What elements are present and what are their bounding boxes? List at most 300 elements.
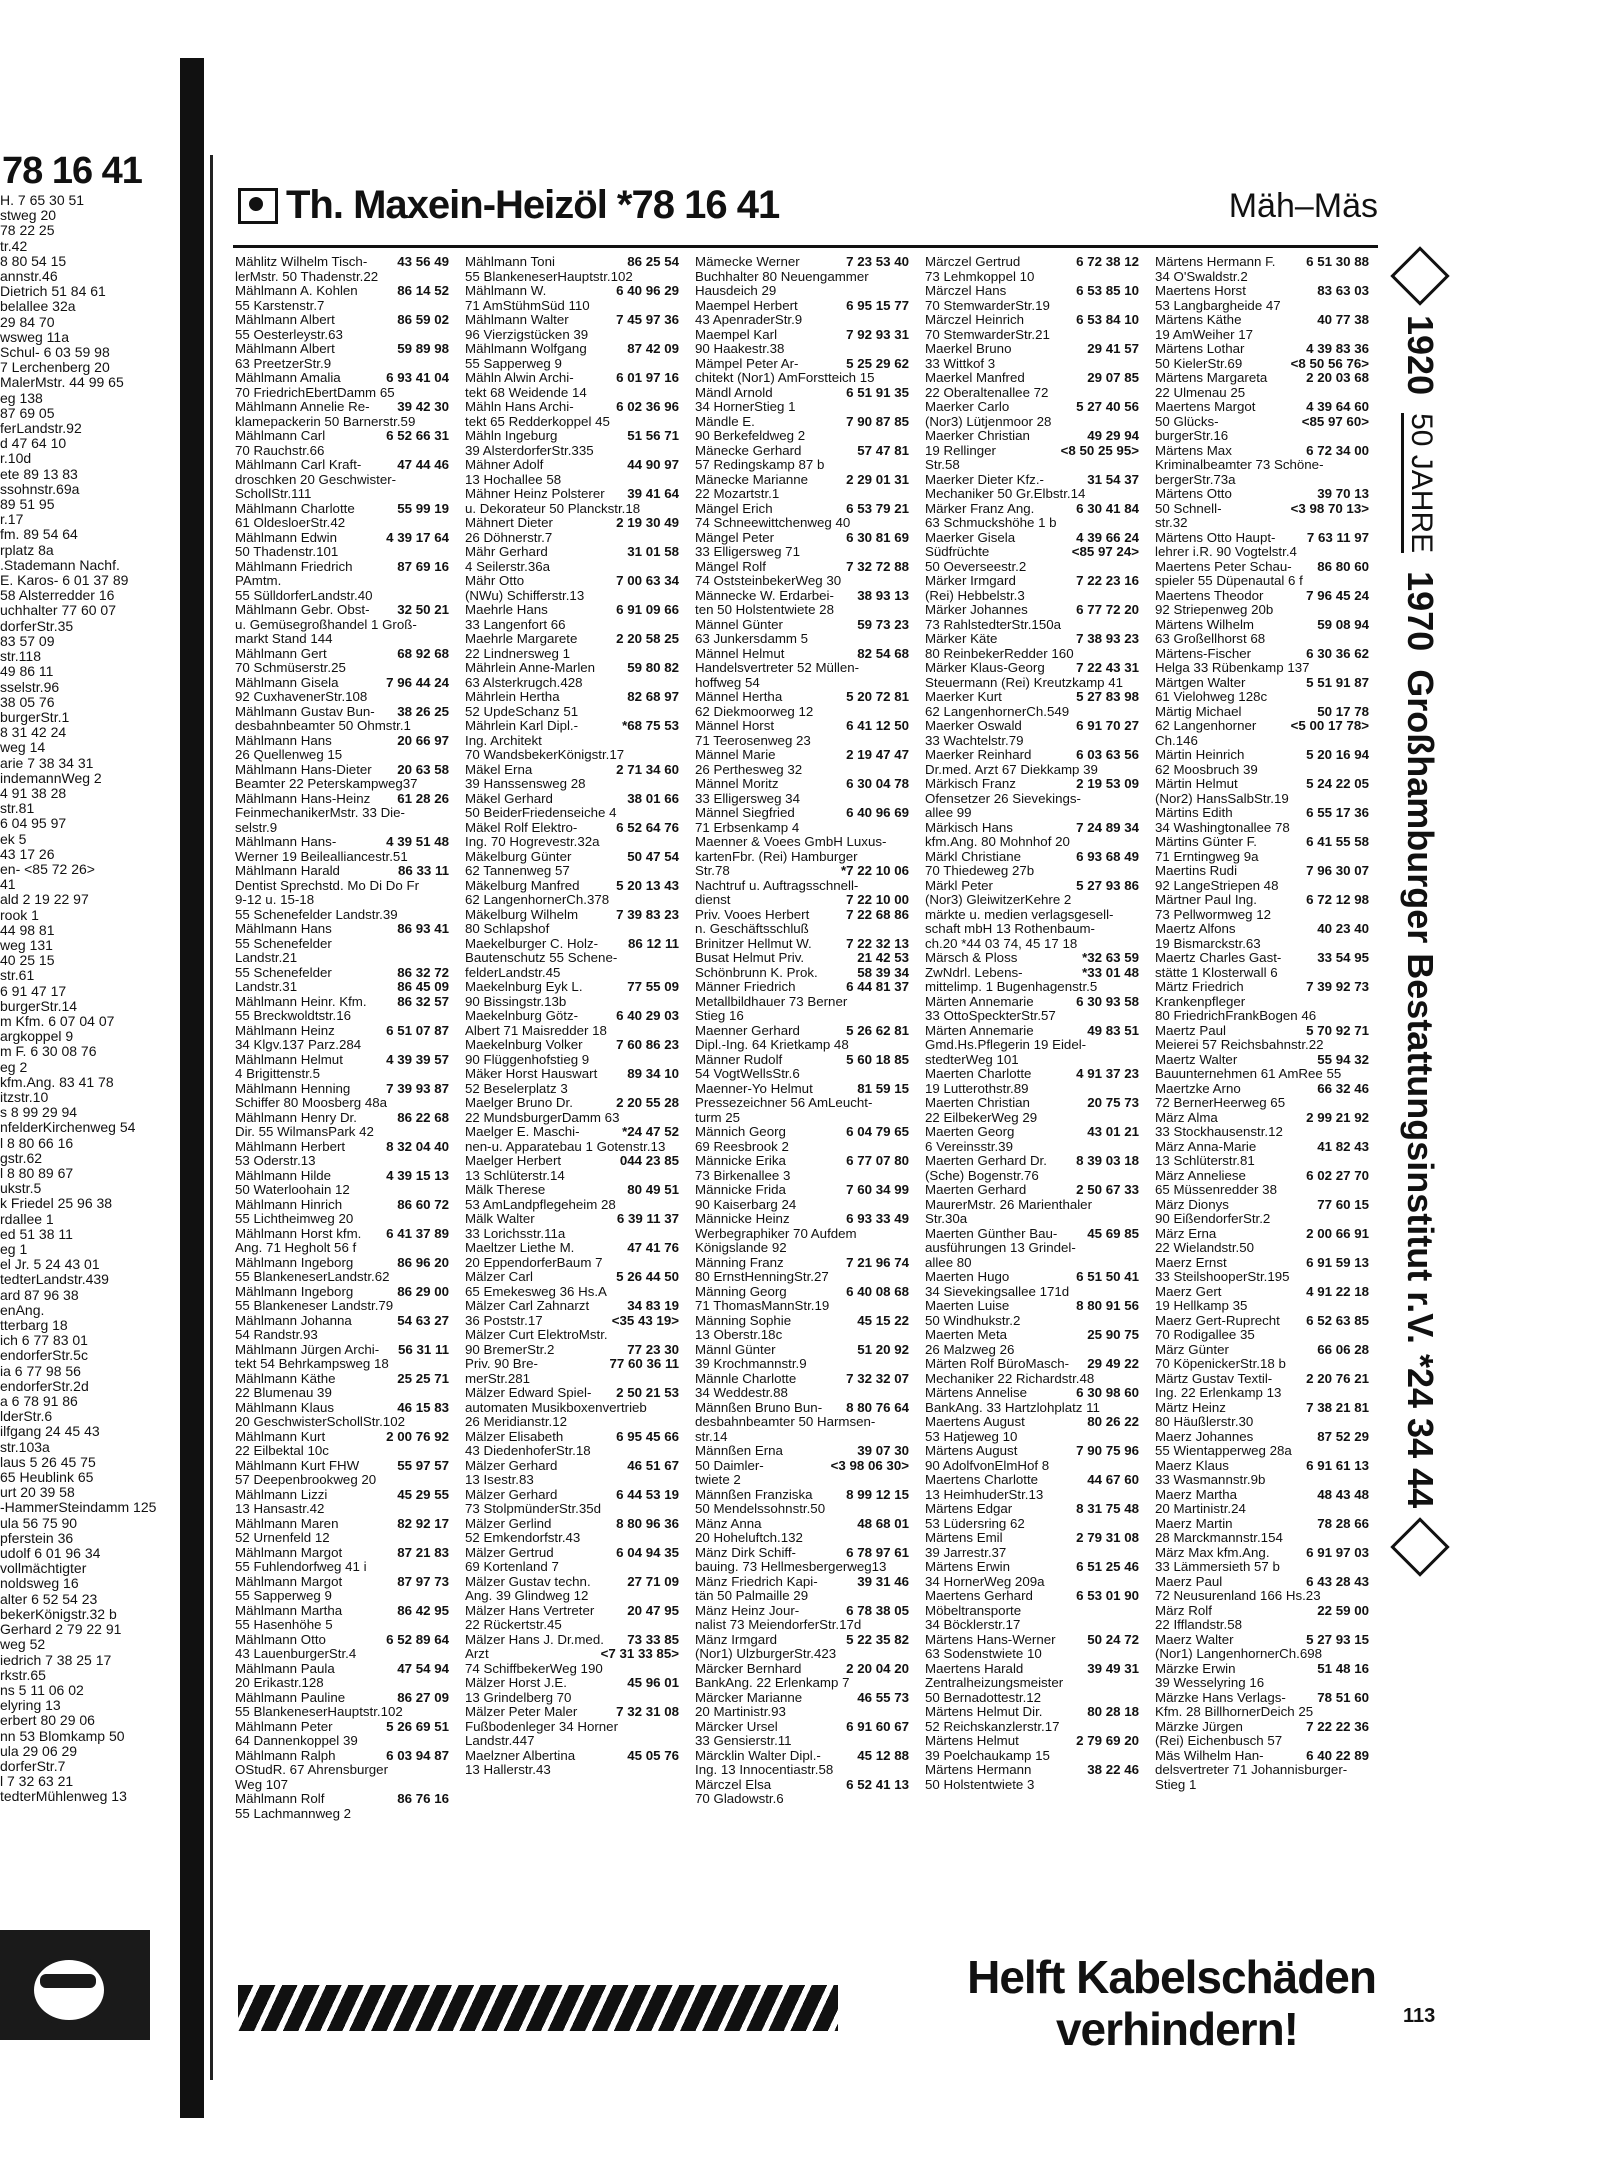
directory-entry-line: [925, 1386, 1139, 1401]
directory-entry-line: [235, 1401, 449, 1416]
entry-text: Mählmann Walter: [465, 313, 569, 327]
entry-text: Mählmann Gert: [235, 646, 327, 661]
entry-text: Maertens Horst: [1155, 284, 1246, 298]
phone-number: 51 48 16: [1317, 1661, 1369, 1676]
phone-number: <8 50 25 95>: [1060, 443, 1139, 458]
listing-fragment: endorferStr.2d: [0, 1377, 89, 1394]
phone-number: [1136, 705, 1139, 720]
directory-entry-line: [1155, 922, 1369, 937]
directory-entry-line: [465, 284, 679, 299]
phone-number: 6 52 63 85: [1306, 1313, 1369, 1328]
entry-text: Maelger E. Maschi-: [465, 1125, 580, 1139]
entry-text: Märtens Lothar: [1155, 342, 1245, 356]
directory-entry-line: [1155, 1575, 1369, 1590]
phone-number: [676, 1444, 679, 1459]
entry-text: burgerStr.16: [1155, 429, 1229, 443]
phone-number: 6 03 94 87: [386, 1748, 449, 1763]
listing-fragment: gstr.62: [0, 1149, 43, 1166]
directory-entry-line: [695, 719, 909, 734]
phone-number: [676, 922, 679, 937]
phone-number: 86 22 68: [397, 1110, 449, 1125]
directory-entry-line: [925, 1676, 1139, 1691]
directory-entry-line: [235, 1067, 449, 1082]
phone-number: 6 51 91 35: [846, 385, 909, 400]
directory-entry-line: [465, 1430, 679, 1445]
entry-text: markt Stand 144: [235, 632, 333, 646]
phone-number: [1136, 806, 1139, 821]
directory-entry-line: [1155, 531, 1369, 546]
phone-number: [1366, 908, 1369, 923]
phone-number: 6 30 36 62: [1306, 646, 1369, 661]
entry-text: Mährlein Anne-Marlen: [465, 661, 596, 675]
entry-text: Mählmann Ralph: [235, 1748, 336, 1763]
directory-entry-line: [1155, 1691, 1369, 1706]
entry-text: Männle Charlotte: [695, 1371, 797, 1386]
entry-text: März Erna: [1155, 1226, 1217, 1241]
directory-entry-line: [465, 1401, 679, 1416]
entry-text: März Rolf: [1155, 1603, 1212, 1618]
entry-text: Werbegraphiker 70 Aufdem: [695, 1226, 857, 1241]
entry-text: Maekelnburg Eyk L.: [465, 980, 583, 994]
directory-entry-line: [235, 589, 449, 604]
phone-number: [1136, 1546, 1139, 1561]
phone-number: 78 28 66: [1317, 1516, 1369, 1531]
directory-entry-line: [1155, 966, 1369, 981]
phone-number: 48 68 01: [857, 1516, 909, 1531]
directory-entry-line: [235, 1343, 449, 1358]
directory-entry-line: [1155, 1241, 1369, 1256]
entry-text: str.32: [1155, 516, 1188, 530]
phone-number: [446, 748, 449, 763]
entry-text: 73 Lehmkoppel 10: [925, 269, 1035, 284]
entry-text: 26 Quellenweg 15: [235, 748, 343, 762]
directory-entry-line: [235, 763, 449, 778]
entry-text: 9-12 u. 15-18: [235, 893, 315, 907]
phone-number: [676, 1024, 679, 1039]
entry-text: Maerz Martha: [1155, 1487, 1238, 1502]
directory-entry-line: [925, 444, 1139, 459]
directory-entry-line: [695, 1415, 909, 1430]
phone-number: [1366, 661, 1369, 676]
entry-text: 4 Brigittenstr.5: [235, 1067, 320, 1081]
entry-text: Mälk Walter: [465, 1212, 535, 1226]
phone-number: 34 83 19: [627, 1299, 679, 1313]
directory-entry-line: [465, 1546, 679, 1561]
entry-text: 34 Sievekingsallee 171d: [925, 1284, 1070, 1299]
phone-number: 6 40 08 68: [846, 1284, 909, 1299]
entry-text: delsvertreter 71 Johannisburger-: [1155, 1763, 1348, 1777]
phone-number: [1136, 676, 1139, 691]
listing-fragment: 87 69 05: [0, 404, 55, 421]
listing-fragment: tedterLandstr.439: [0, 1271, 109, 1288]
phone-number: 6 51 25 46: [1076, 1560, 1139, 1574]
phone-number: 86 27 09: [397, 1690, 449, 1705]
directory-entry-line: [695, 835, 909, 850]
phone-number: [676, 386, 679, 401]
entry-text: lerMstr. 50 Thadenstr.22: [235, 269, 379, 284]
phone-number: 6 51 07 87: [386, 1023, 449, 1038]
entry-text: Märcker Bernhard: [695, 1661, 802, 1676]
listing-fragment: el Jr. 5 24 43 01: [0, 1256, 100, 1273]
directory-entry-line: [925, 1372, 1139, 1387]
directory-entry-line: [235, 386, 449, 401]
phone-number: 47 44 46: [397, 458, 449, 472]
phone-number: [1136, 1575, 1139, 1590]
entry-text: chitekt (Nor1) AmForstteich 15: [695, 371, 875, 385]
directory-entry-line: [235, 1328, 449, 1343]
phone-number: [676, 1589, 679, 1604]
directory-entry-line: [465, 1024, 679, 1039]
entry-text: Bautenschutz 55 Schene-: [465, 951, 618, 965]
entry-text: Mälzer Peter Maler: [465, 1705, 578, 1719]
directory-entry-line: [465, 835, 679, 850]
phone-number: 6 91 61 13: [1306, 1458, 1369, 1473]
phone-number: 45 69 85: [1087, 1226, 1139, 1241]
entry-text: Maerkel Bruno: [925, 342, 1012, 356]
phone-number: [906, 400, 909, 415]
entry-text: Mählmann Kurt: [235, 1429, 326, 1444]
directory-entry-line: [235, 1720, 449, 1735]
listing-fragment: bekerKönigstr.32 b: [0, 1605, 117, 1622]
phone-number: 86 25 54: [627, 255, 679, 269]
entry-text: 22 Eilbektal 10c: [235, 1444, 329, 1458]
directory-entry-line: [1155, 1227, 1369, 1242]
phone-number: 31 01 58: [627, 545, 679, 559]
directory-entry-line: [925, 1343, 1139, 1358]
entry-text: Mählmann Hinrich: [235, 1197, 343, 1212]
phone-number: [446, 1328, 449, 1343]
directory-entry-line: [695, 1720, 909, 1735]
directory-entry-line: [925, 1285, 1139, 1300]
phone-number: [1366, 1647, 1369, 1662]
entry-text: Maekelnburg Volker: [465, 1038, 583, 1052]
directory-entry-line: [695, 603, 909, 618]
directory-entry-line: [695, 1531, 909, 1546]
directory-entry-line: [925, 560, 1139, 575]
entry-text: 80 Schlapshof: [465, 922, 550, 936]
entry-text: nalist 73 MeiendorferStr.17d: [695, 1618, 862, 1632]
phone-number: [906, 342, 909, 357]
directory-entry-line: [925, 386, 1139, 401]
phone-number: [1366, 1444, 1369, 1459]
entry-text: Märtins Günter F.: [1155, 835, 1257, 849]
directory-entry-line: [925, 1096, 1139, 1111]
entry-text: Mählmann Horst kfm.: [235, 1226, 362, 1241]
entry-text: 50 Waterloohain 12: [235, 1183, 350, 1197]
directory-entry-line: [235, 1444, 449, 1459]
phone-number: [1136, 1604, 1139, 1619]
entry-text: Maerten Gerhard Dr.: [925, 1154, 1047, 1168]
directory-entry-line: [1155, 951, 1369, 966]
phone-number: [906, 1531, 909, 1546]
directory-entry-line: [1155, 270, 1369, 285]
phone-number: <35 43 19>: [611, 1313, 679, 1328]
directory-entry-line: [1155, 676, 1369, 691]
directory-entry-line: [465, 1096, 679, 1111]
entry-text: Weg 107: [235, 1777, 288, 1792]
entry-text: Maerker Carlo: [925, 400, 1010, 414]
entry-text: Mährlein Hertha: [465, 690, 560, 704]
ad-year-to: 1970: [1400, 571, 1441, 652]
directory-entry-line: [695, 690, 909, 705]
directory-entry-line: [1155, 995, 1369, 1010]
directory-entry-line: [465, 1009, 679, 1024]
directory-entry-line: [925, 284, 1139, 299]
phone-number: [906, 1009, 909, 1024]
entry-text: Märzke Erwin: [1155, 1661, 1236, 1676]
directory-entry-line: [695, 444, 909, 459]
entry-text: BankAng. 33 Hartzlohplatz 11: [925, 1400, 1100, 1415]
directory-entry-line: [235, 342, 449, 357]
entry-text: Mälzer Edward Spiel-: [465, 1386, 592, 1400]
entry-text: 50 Mendelssohnstr.50: [695, 1502, 826, 1516]
phone-number: 6 03 63 56: [1076, 748, 1139, 762]
directory-entry-line: [695, 632, 909, 647]
entry-text: allee 99: [925, 806, 972, 820]
directory-entry-line: [465, 734, 679, 749]
entry-text: Mäkel Erna: [465, 762, 533, 777]
directory-entry-line: [695, 1792, 909, 1807]
entry-text: Dentist Sprechstd. Mo Di Do Fr: [235, 878, 419, 893]
entry-text: 34 HornerStieg 1: [695, 400, 796, 414]
directory-entry-line: [235, 1212, 449, 1227]
phone-number: 6 02 27 70: [1306, 1168, 1369, 1183]
phone-number: 45 12 88: [857, 1748, 909, 1763]
entry-text: 92 CuxhavenerStr.108: [235, 690, 368, 704]
directory-entry-line: [235, 908, 449, 923]
phone-number: 86 29 00: [397, 1284, 449, 1299]
phone-number: 31 54 37: [1087, 472, 1139, 487]
directory-entry-line: [235, 531, 449, 546]
entry-text: tän 50 Palmaille 29: [695, 1589, 809, 1603]
entry-text: Mälzer Curt ElektroMstr.: [465, 1328, 608, 1342]
phone-number: 4 39 83 36: [1306, 342, 1369, 356]
directory-entry-line: [695, 516, 909, 531]
phone-number: [676, 1169, 679, 1184]
phone-number: [906, 458, 909, 473]
phone-number: <85 97 60>: [1301, 414, 1369, 429]
phone-number: [1366, 1531, 1369, 1546]
entry-text: 55 Wientapperweg 28a: [1155, 1444, 1292, 1458]
entry-text: Mählmann Ingeborg: [235, 1255, 354, 1270]
phone-number: 29 49 22: [1087, 1357, 1139, 1371]
phone-number: [676, 748, 679, 763]
entry-text: Märker Irmgard: [925, 574, 1016, 588]
directory-entry-line: [1155, 893, 1369, 908]
directory-entry-line: [925, 516, 1139, 531]
entry-text: 54 Randstr.93: [235, 1328, 318, 1342]
entry-text: 22 Rückertstr.45: [465, 1618, 562, 1632]
directory-entry-line: [925, 676, 1139, 691]
phone-number: [446, 357, 449, 372]
listing-fragment: -HammerSteindamm 125: [0, 1499, 157, 1516]
entry-text: Märtner Paul Ing.: [1155, 893, 1257, 907]
phone-number: [906, 516, 909, 531]
entry-text: Mählmann Gisela: [235, 675, 339, 690]
phone-number: [1136, 1647, 1139, 1662]
entry-text: Maerz Walter: [1155, 1632, 1234, 1647]
directory-entry-line: [925, 806, 1139, 821]
entry-text: tekt 65 Redderkoppel 45: [465, 414, 610, 429]
directory-entry-line: [1155, 1009, 1369, 1024]
directory-entry-line: [1155, 1618, 1369, 1633]
entry-text: Männer Friedrich: [695, 980, 796, 994]
directory-entry-line: [925, 1705, 1139, 1720]
entry-text: 33 Wachtelstr.79: [925, 733, 1024, 748]
entry-text: Männing Franz: [695, 1255, 784, 1270]
entry-text: 73 Birkenallee 3: [695, 1168, 791, 1183]
phone-number: 7 23 53 40: [846, 255, 909, 269]
phone-number: 46 15 83: [397, 1400, 449, 1415]
phone-number: [1136, 1720, 1139, 1735]
directory-entry-line: [465, 473, 679, 488]
phone-number: [1366, 1705, 1369, 1720]
entry-text: 13 HeimhuderStr.13: [925, 1487, 1044, 1502]
phone-number: 44 67 60: [1087, 1473, 1139, 1487]
phone-number: [906, 545, 909, 560]
directory-entry-line: [465, 1763, 679, 1778]
phone-number: [676, 806, 679, 821]
directory-entry-line: [695, 1111, 909, 1126]
entry-text: Maerker Oswald: [925, 719, 1022, 733]
directory-entry-line: [235, 1111, 449, 1126]
directory-entry-line: [925, 1502, 1139, 1517]
entry-text: Mähln Ingeburg: [465, 429, 558, 443]
directory-entry-line: [925, 1749, 1139, 1764]
entry-text: 22 Ifflandstr.58: [1155, 1618, 1242, 1632]
entry-text: 13 Grindelberg 70: [465, 1690, 572, 1705]
phone-number: [1136, 357, 1139, 372]
directory-entry-line: [465, 1749, 679, 1764]
entry-text: Mäkel Gerhard: [465, 791, 553, 806]
listing-fragment: 44 98 81: [0, 921, 55, 938]
phone-number: [906, 371, 909, 386]
entry-text: Männel Siegfried: [695, 806, 795, 820]
entry-text: Mählmann Peter: [235, 1719, 333, 1734]
entry-text: Märten Rolf BüroMasch-: [925, 1357, 1070, 1371]
entry-text: Maehrle Hans: [465, 603, 548, 617]
phone-number: 7 96 44 24: [386, 675, 449, 690]
entry-text: 52 UpdeSchanz 51: [465, 704, 579, 719]
phone-number: 7 63 11 97: [1306, 530, 1369, 545]
entry-text: Mälzer Carl: [465, 1270, 533, 1284]
entry-text: 53 AmLandpflegeheim 28: [465, 1197, 616, 1212]
directory-entry-line: [235, 516, 449, 531]
directory-entry-line: [465, 603, 679, 618]
directory-entry-line: [925, 1357, 1139, 1372]
entry-text: Mänz Irmgard: [695, 1632, 778, 1647]
directory-entry-line: [925, 1038, 1139, 1053]
phone-number: 6 51 50 41: [1076, 1270, 1139, 1284]
phone-number: 5 26 44 50: [616, 1270, 679, 1284]
directory-entry-line: [235, 1154, 449, 1169]
entry-text: Märtgen Walter: [1155, 675, 1246, 690]
phone-number: [446, 1734, 449, 1749]
entry-text: 28 Marckmannstr.154: [1155, 1531, 1283, 1545]
entry-text: 61 Vielohweg 128c: [1155, 690, 1268, 704]
directory-entry-line: [235, 676, 449, 691]
phone-number: [1136, 1314, 1139, 1329]
directory-entry-line: [1155, 734, 1369, 749]
phone-number: [446, 690, 449, 705]
phone-number: 6 51 30 88: [1306, 255, 1369, 269]
phone-number: 2 20 58 25: [616, 632, 679, 646]
directory-entry-line: [695, 661, 909, 676]
directory-entry-line: [465, 1169, 679, 1184]
phone-number: 47 54 94: [397, 1661, 449, 1676]
entry-text: desbahnbeamter 50 Harmsen-: [695, 1415, 876, 1429]
directory-entry-line: [695, 1676, 909, 1691]
phone-number: 6 44 81 37: [846, 980, 909, 994]
directory-entry-line: [925, 1082, 1139, 1097]
listing-fragment: r.10d: [0, 450, 32, 467]
phone-number: [1366, 690, 1369, 705]
directory-entry-line: [695, 1183, 909, 1198]
phone-number: [1136, 1430, 1139, 1445]
entry-text: Mechaniker 50 Gr.Elbstr.14: [925, 487, 1086, 501]
entry-text: Werner 19 Beilealliancestr.51: [235, 849, 408, 864]
entry-text: 96 Vierzigstücken 39: [465, 327, 589, 342]
phone-number: [1366, 734, 1369, 749]
entry-text: Männicke Frida: [695, 1183, 786, 1197]
entry-text: Mählmann Edwin: [235, 530, 337, 545]
entry-text: Maerz Johannes: [1155, 1429, 1254, 1444]
phone-number: 5 60 18 85: [846, 1052, 909, 1067]
directory-entry-line: [235, 444, 449, 459]
directory-entry-line: [695, 1604, 909, 1619]
directory-entry-line: [235, 690, 449, 705]
entry-text: Priv. 90 Bre-: [465, 1357, 538, 1371]
directory-entry-line: [235, 299, 449, 314]
directory-entry-line: [235, 313, 449, 328]
phone-number: [906, 763, 909, 778]
entry-text: kartenFbr. (Rei) Hamburger: [695, 849, 858, 864]
entry-text: 57 Redingskamp 87 b: [695, 458, 825, 472]
phone-number: 6 91 97 03: [1306, 1545, 1369, 1560]
entry-text: Märtens Max: [1155, 443, 1232, 458]
phone-number: [676, 560, 679, 575]
entry-text: 69 Reesbrook 2: [695, 1139, 789, 1154]
listing-fragment: Gerhard 2 79 22 91: [0, 1621, 122, 1638]
entry-text: (Nor3) GleiwitzerKehre 2: [925, 893, 1072, 907]
phone-number: [1366, 1357, 1369, 1372]
directory-entry-line: [235, 270, 449, 285]
directory-entry-line: [1155, 1749, 1369, 1764]
phone-number: [1366, 603, 1369, 618]
listing-fragment: a 6 78 91 86: [0, 1393, 78, 1410]
entry-text: Maelger Herbert: [465, 1154, 562, 1168]
entry-text: Mählmann Käthe: [235, 1371, 336, 1386]
entry-text: Männl Günter: [695, 1342, 776, 1357]
phone-number: [906, 1140, 909, 1155]
entry-text: Mängel Peter: [695, 530, 775, 545]
entry-text: 90 Flüggenhofstieg 9: [465, 1052, 590, 1067]
entry-text: Maerten Günther Bau-: [925, 1226, 1058, 1241]
phone-number: [446, 618, 449, 633]
directory-entry-line: [1155, 1560, 1369, 1575]
header-name-range: Mäh–Mäs: [1228, 187, 1378, 225]
entry-text: Dir. 55 WilmansPark 42: [235, 1125, 374, 1139]
entry-text: 80 FriedrichFrankBogen 46: [1155, 1009, 1317, 1023]
entry-text: märkte u. medien verlagsgesell-: [925, 907, 1114, 922]
phone-number: [676, 1531, 679, 1546]
entry-text: Männßen Erna: [695, 1444, 783, 1458]
entry-text: Mählmann Harald: [235, 864, 340, 878]
phone-number: 20 75 73: [1087, 1096, 1139, 1110]
directory-entry-line: [1155, 574, 1369, 589]
entry-text: Mählmann Albert: [235, 342, 335, 356]
listing-fragment: ard 87 96 38: [0, 1286, 79, 1303]
